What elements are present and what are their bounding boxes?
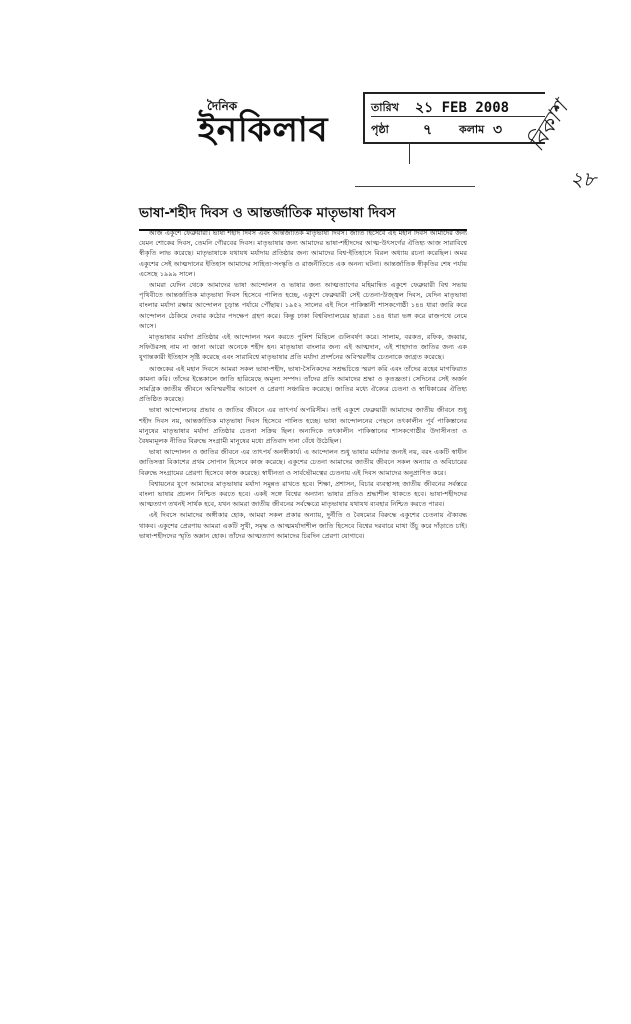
article-body (139, 228, 467, 1018)
article-paragraph: আজকের এই মহান দিবসে আমরা সকল ভাষা-শহীদ, ভাষা-সৈনিকদের সশ্রদ্ধচিত্তে স্মরণ করি এবং তাঁদের রূহের মাগফিরাত কামনা করি। তাঁদের ইন্তেকালে জাতি হারিয়েছে অমূল্য সম্পদ। তাঁদের প্রতি আমাদের শ্রদ্ধা ও কৃতজ্ঞতা। সেদিনের সেই অর্জন সামগ্রিক জাতীয় জীবনে অবিস্মরণীয় আবেগ ও প্রেরণা সঞ্চারিত করেছে। জাতির মধ্যে ঐক্যের চেতনা ও স্বাধিকারের ঐতিহ্য প্রতিষ্ঠিত করেছে। (139, 364, 467, 404)
article-paragraph: ভাষা আন্দোলন ও জাতির জীবনে এর তাৎপর্য অনস্বীকার্য। এ আন্দোলন শুধু ভাষার মর্যাদার জন্যই নয়, বরং একটি স্বাধীন জাতিসত্তা বিকাশের প্রথম সোপান হিসেবে কাজ করেছে। একুশের চেতনা আমাদের জাতীয় জীবনে সকল অন্যায় ও অবিচারের বিরুদ্ধে সংগ্রামের প্রেরণা হিসেবে কাজ করেছে। স্বাধীনতা ও সার্বভৌমত্বের চেতনায় এই দিবস আমাদের অনুপ্রাণিত করে। (139, 448, 467, 477)
stamp-date-label: তারিখ (371, 101, 399, 114)
stamp-column-value: ৩ (493, 122, 503, 138)
handwritten-margin-note: বিকাশ (524, 97, 574, 156)
article-paragraph: আমরা যেদিন থেকে আমাদের ভাষা আন্দোলন ও ভাষার জন্য আত্মত্যাগের মহিমান্বিত একুশে ফেব্রুয়ারী বিশ্ব সভায় পৃথিবীতে আন্তর্জাতিক মাতৃভাষা দিবস হিসেবে পালিত হচ্ছে, একুশে ফেব্রুয়ারী সেই চেতনা-উজ্জ্বল দিবস, যেদিন মাতৃভাষা বাংলার মর্যাদা রক্ষায় আন্দোলন চূড়ান্ত পর্যায়ে পৌঁছায়। ১৯৫২ সালের এই দিনে পাকিস্তানী শাসকগোষ্ঠী ১৪৪ ধারা জারি করে আন্দোলন ঠেকিয়ে দেবার কঠোর পদক্ষেপ গ্রহণ করে। কিন্তু ঢাকা বিশ্ববিদ্যালয়ের ছাত্ররা ১৪৪ ধারা ভঙ্গ করে রাজপথে নেমে আসে। (139, 281, 467, 330)
article-paragraph: বিশ্বায়নের যুগে আমাদের মাতৃভাষার মর্যাদা সমুন্নত রাখতে হবে। শিক্ষা, প্রশাসন, বিচার ব্যবস্থাসহ জাতীয় জীবনের সর্বস্তরে বাংলা ভাষার প্রচলন নিশ্চিত করতে হবে। একই সঙ্গে বিশ্বের অন্যান্য ভাষার প্রতিও শ্রদ্ধাশীল থাকতে হবে। ভাষা-শহীদদের আত্মত্যাগ তখনই সার্থক হবে, যখন আমরা জাতীয় জীবনের সর্বক্ষেত্রে মাতৃভাষার যথাযথ ব্যবহার নিশ্চিত করতে পারব। (139, 479, 467, 509)
stamp-date-row (371, 96, 545, 117)
article-headline: ভাষা-শহীদ দিবস ও আন্তর্জাতিক মাতৃভাষা দিবস (139, 202, 467, 231)
handwritten-margin-number: ২৮ (570, 167, 596, 191)
stamp-divider (409, 142, 410, 164)
stamp-page-row (371, 118, 545, 138)
stamp-date-value: ২১ FEB 2008 (415, 100, 510, 116)
article-paragraph: এই দিবসে আমাদের অঙ্গীকার হোক, আমরা সকল প্রকার অন্যায়, দুর্নীতি ও বৈষম্যের বিরুদ্ধে একুশের চেতনায় ঐক্যবদ্ধ থাকব। একুশের প্রেরণায় আমরা একটি সুখী, সমৃদ্ধ ও আত্মমর্যাদাশীল জাতি হিসেবে বিশ্বের দরবারে মাথা উঁচু করে দাঁড়াতে চাই। ভাষা-শহীদদের স্মৃতি অম্লান হোক। তাঁদের আত্মত্যাগ আমাদের চিরদিন প্রেরণা যোগাবে। (139, 511, 467, 540)
stamp-page-value: ৭ (423, 122, 433, 138)
masthead-prefix: দৈনিক (207, 99, 238, 113)
newspaper-name: ইনকিলাব (198, 110, 329, 150)
article-paragraph: ভাষা আন্দোলনের প্রভাব ও জাতির জীবনে এর তাৎপর্য অপরিসীম। তাই একুশে ফেব্রুয়ারী আমাদের জাতীয় জীবনে শুধু শহীদ দিবস নয়, আন্তর্জাতিক মাতৃভাষা দিবস হিসেবে পালিত হচ্ছে। ভাষা আন্দোলনের পেছনে তৎকালীন পূর্ব পাকিস্তানের মানুষের মাতৃভাষার মর্যাদা প্রতিষ্ঠার চেতনা সক্রিয় ছিল। অন্যদিকে তৎকালীন পাকিস্তানের শাসকগোষ্ঠীর উদাসীনতা ও বৈষম্যমূলক নীতির বিরুদ্ধে সংগ্রামী মানুষের মধ্যে প্রতিবাদ দানা বেঁধে উঠেছিল। (139, 406, 467, 446)
article-paragraph: মাতৃভাষার মর্যাদা প্রতিষ্ঠার এই আন্দোলন দমন করতে পুলিশ মিছিলে গুলিবর্ষণ করে। সালাম, বরকত, রফিক, জব্বার, সফিউরসহ নাম না জানা আরো অনেকে শহীদ হন। মাতৃভাষা বাংলার জন্য এই আত্মদান, এই শাহাদাত জাতির জন্য এক যুগান্তকারী ইতিহাস সৃষ্টি করেছে এবং সারাবিশ্বে মাতৃভাষার প্রতি মর্যাদা প্রদর্শনের অবিস্মরণীয় চেতনাকে জাগ্রত করেছে। (139, 333, 467, 362)
article-paragraph: আজ একুশে ফেব্রুয়ারী। ভাষা শহীদ দিবস এবং আন্তর্জাতিক মাতৃভাষা দিবস। জাতি হিসেবে এই মহান দিবস আমাদের জন্য যেমন শোকের দিবস, তেমনি গৌরবের দিবস। মাতৃভাষার জন্য আমাদের ভাষা-শহীদদের আত্ম-উৎসর্গের ঐতিহ্য আজ সারাবিশ্বে স্বীকৃতি লাভ করেছে। মাতৃভাষাকে যথাযথ মর্যাদায় প্রতিষ্ঠার জন্য আমাদের বিশ্ব-ইতিহাসে বিরল অধ্যায় রচনা করেছিল। অমর একুশের সেই আত্মদানের ইতিহাস আমাদের সাহিত্য-সংস্কৃতি ও রাজনীতিতে এক অনন্য ঘটনা। আন্তর্জাতিক স্বীকৃতির শেষ পর্যায় এসেছে ১৯৯৯ সালে। (139, 229, 467, 278)
stamp-column-label: কলাম (459, 123, 485, 136)
top-rule (355, 186, 475, 187)
clipping-stamp (363, 92, 545, 144)
stamp-page-label: পৃষ্ঠা (371, 123, 389, 136)
